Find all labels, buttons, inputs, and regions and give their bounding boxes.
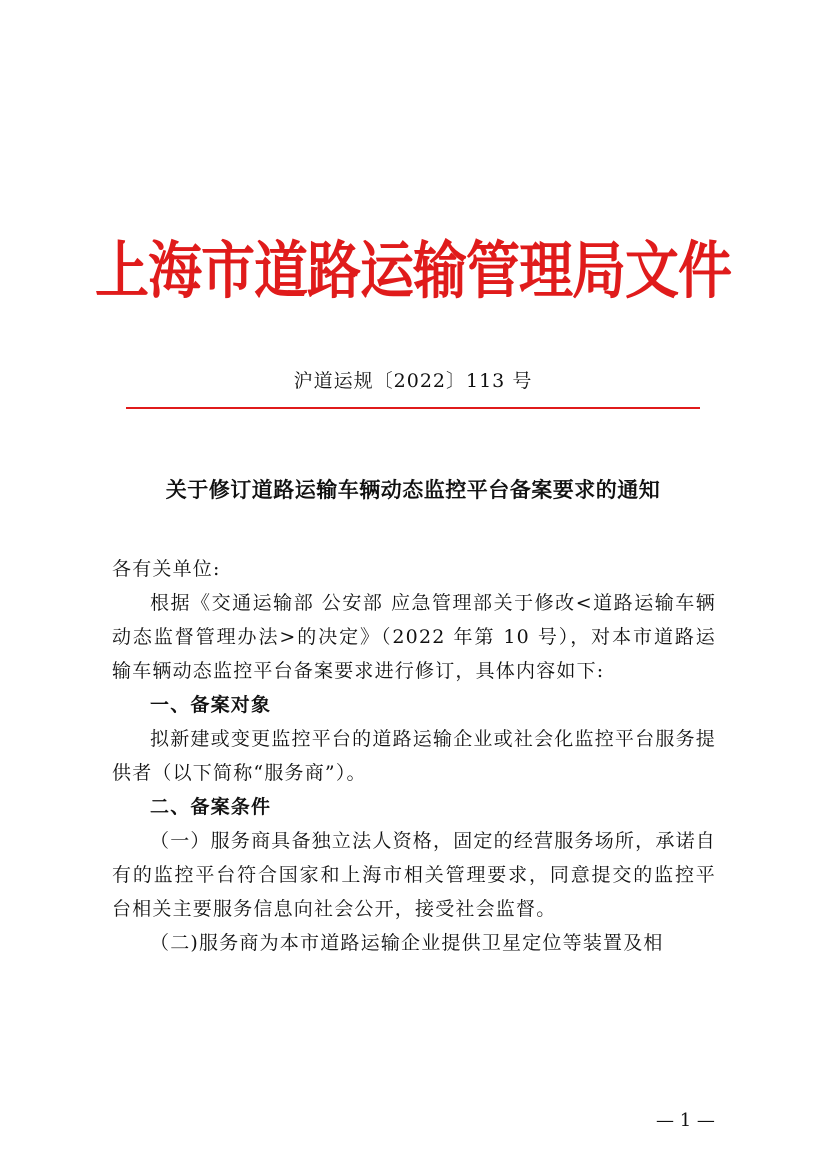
document-body (112, 552, 716, 960)
notice-title: 关于修订道路运输车辆动态监控平台备案要求的通知 (165, 478, 661, 502)
section-heading-2: 二、备案条件 (150, 796, 272, 818)
intro-paragraph: 根据《交通运输部 公安部 应急管理部关于修改<道路运输车辆动态监督管理办法>的决定》（2022 年第 10 号），对本市道路运输车辆动态监控平台备案要求进行修订，具体内容如下: (112, 592, 716, 682)
salutation: 各有关单位: (112, 558, 221, 580)
document-number: 沪道运规〔2022〕113 号 (293, 370, 533, 392)
red-divider-line (126, 407, 700, 409)
paragraph-condition-2: （二)服务商为本市道路运输企业提供卫星定位等装置及相 (150, 932, 664, 954)
section-heading-1: 一、备案对象 (150, 694, 272, 716)
document-masthead: 上海市道路运输管理局文件 (95, 233, 731, 308)
paragraph-condition-1: （一）服务商具备独立法人资格，固定的经营服务场所，承诺自有的监控平台符合国家和上海市相关管理要求，同意提交的监控平台相关主要服务信息向社会公开，接受社会监督。 (112, 830, 716, 920)
page-number: — 1 — (656, 1110, 715, 1131)
paragraph-filing-target: 拟新建或变更监控平台的道路运输企业或社会化监控平台服务提供者（以下简称“服务商”）。 (112, 728, 716, 784)
